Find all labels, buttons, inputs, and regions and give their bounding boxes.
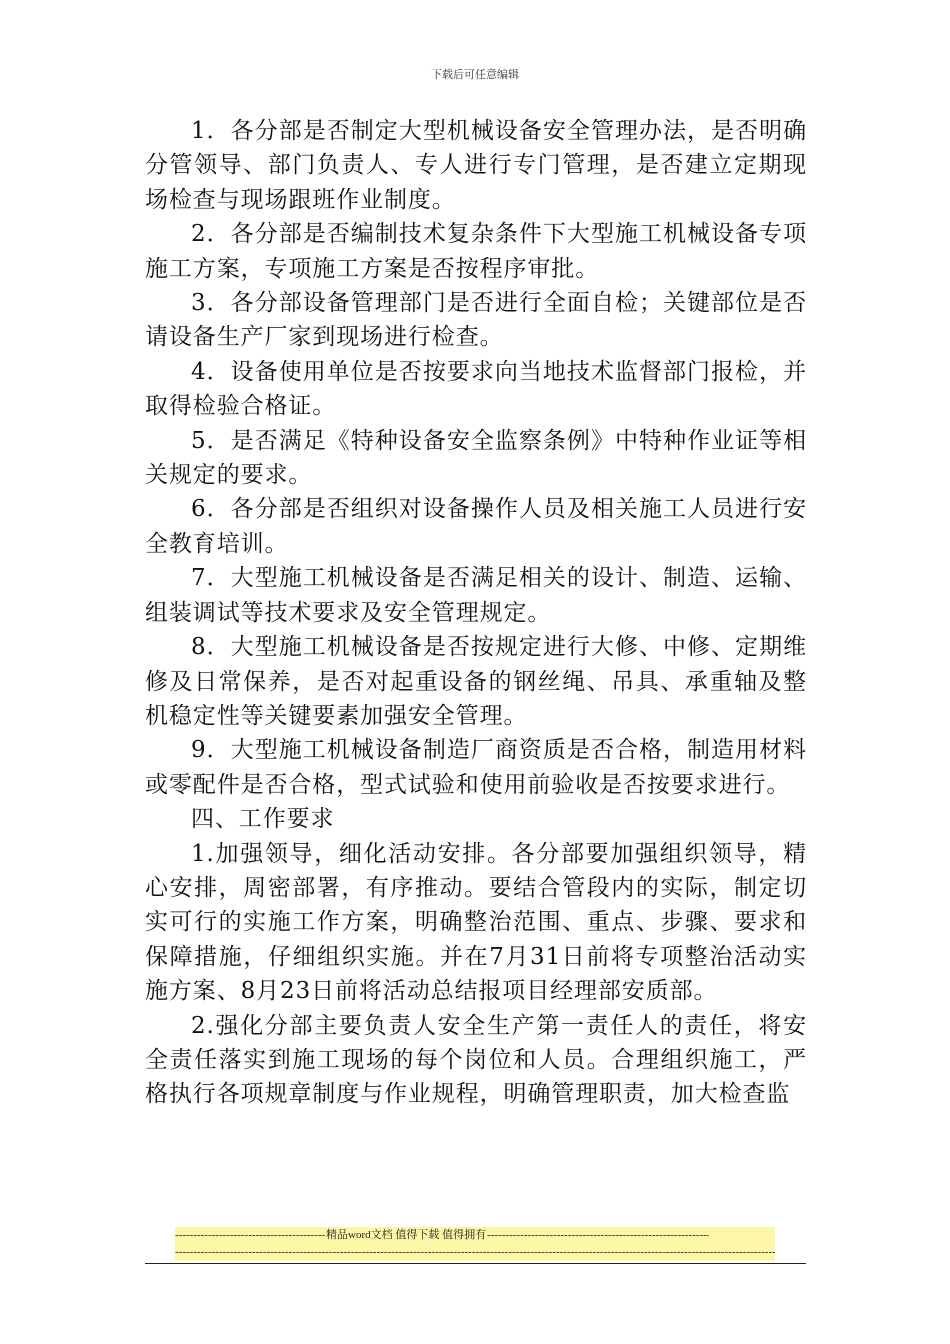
document-body [145,114,807,1112]
paragraph-item-4: 4．设备使用单位是否按要求向当地技术监督部门报检，并取得检验合格证。 [145,358,807,420]
paragraph-item-7: 7．大型施工机械设备是否满足相关的设计、制造、运输、组装调试等技术要求及安全管理规定。 [145,565,807,626]
footer-line-top [175,1227,775,1244]
footer-text: 精品word文档 值得下载 值得拥有 [326,1229,487,1241]
footer-dash-right [487,1227,709,1244]
page-header: 下载后可任意编辑 [431,68,519,81]
section-heading: 四、工作要求 [191,806,335,833]
paragraph-item-6: 6．各分部是否组织对设备操作人员及相关施工人员进行安全教育培训。 [145,496,807,557]
footer-dash-full [175,1244,775,1261]
paragraph-item-9: 9．大型施工机械设备制造厂商资质是否合格，制造用材料或零配件是否合格，型式试验和使用前验收是否按要求进行。 [145,737,807,798]
paragraph-item-5: 5．是否满足《特种设备安全监察条例》中特种作业证等相关规定的要求。 [145,427,807,489]
footer-dash-left [175,1227,325,1244]
paragraph-item-3: 3．各分部设备管理部门是否进行全面自检；关键部位是否请设备生产厂家到现场进行检查。 [145,290,807,351]
requirement-item-1: 1.加强领导，细化活动安排。各分部要加强组织领导，精心安排，周密部署，有序推动。要结合管段内的实际，制定切实可行的实施工作方案，明确整治范围、重点、步骤、要求和保障措施，仔细组织实施。并在7月31日前将专项整治活动实施方案、8月23日前将活动总结报项目经理部安质部。 [145,840,807,1005]
paragraph-item-1: 1．各分部是否制定大型机械设备安全管理办法，是否明确分管领导、部门负责人、专人进行专门管理，是否建立定期现场检查与现场跟班作业制度。 [145,118,807,213]
footer-line-bottom [175,1244,775,1261]
footer-banner [175,1227,775,1261]
footer-divider [145,1263,806,1264]
requirement-item-2: 2.强化分部主要负责人安全生产第一责任人的责任，将安全责任落实到施工现场的每个岗位和人员。合理组织施工，严格执行各项规章制度与作业规程，明确管理职责，加大检查监 [145,1012,807,1108]
paragraph-item-2: 2．各分部是否编制技术复杂条件下大型施工机械设备专项施工方案，专项施工方案是否按程序审批。 [145,221,807,282]
paragraph-item-8: 8．大型施工机械设备是否按规定进行大修、中修、定期维修及日常保养，是否对起重设备的钢丝绳、吊具、承重轴及整机稳定性等关键要素加强安全管理。 [145,634,807,729]
